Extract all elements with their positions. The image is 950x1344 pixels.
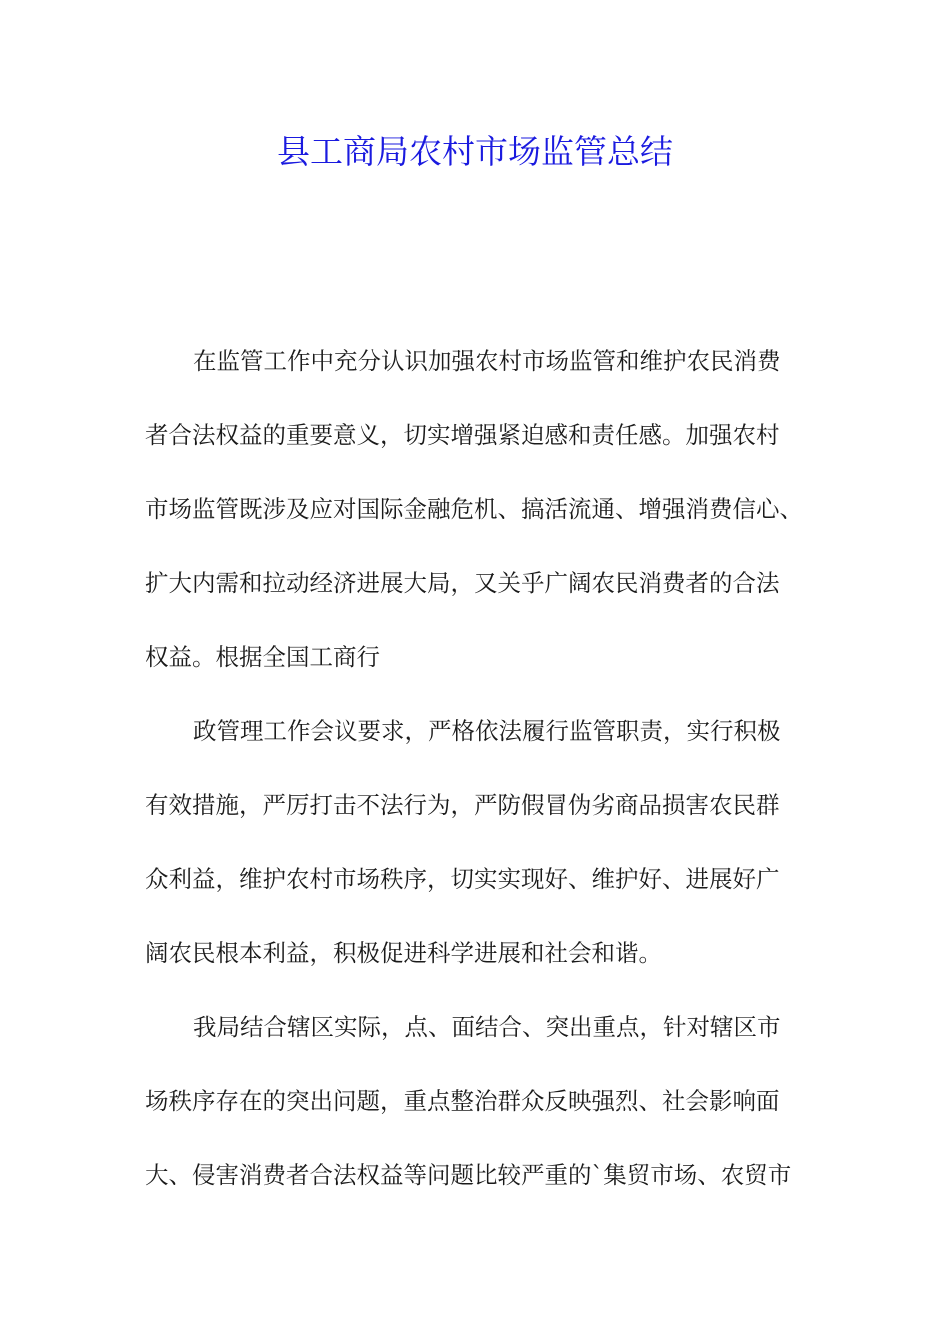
paragraph-1-line-4: 扩大内需和拉动经济进展大局，又关乎广阔农民消费者的合法 bbox=[145, 569, 780, 597]
paragraph-3-line-1: 我局结合辖区实际，点、面结合、突出重点，针对辖区市 bbox=[193, 1013, 781, 1041]
paragraph-2-line-3: 众利益，维护农村市场秩序，切实实现好、维护好、进展好广 bbox=[145, 865, 780, 893]
paragraph-1-line-1: 在监管工作中充分认识加强农村市场监管和维护农民消费 bbox=[193, 347, 781, 375]
paragraph-2-line-4: 阔农民根本利益，积极促进科学进展和社会和谐。 bbox=[145, 939, 662, 967]
paragraph-1-line-5: 权益。根据全国工商行 bbox=[145, 643, 380, 671]
paragraph-3-line-3: 大、侵害消费者合法权益等问题比较严重的`集贸市场、农贸市 bbox=[145, 1161, 792, 1189]
paragraph-2-line-2: 有效措施，严厉打击不法行为，严防假冒伪劣商品损害农民群 bbox=[145, 791, 780, 819]
paragraph-2-line-1: 政管理工作会议要求，严格依法履行监管职责，实行积极 bbox=[193, 717, 781, 745]
paragraph-3-line-2: 场秩序存在的突出问题，重点整治群众反映强烈、社会影响面 bbox=[145, 1087, 780, 1115]
document-title: 县工商局农村市场监管总结 bbox=[277, 132, 673, 171]
paragraph-1-line-2: 者合法权益的重要意义，切实增强紧迫感和责任感。加强农村 bbox=[145, 421, 780, 449]
document-body bbox=[145, 336, 810, 1224]
paragraph-1-line-3: 市场监管既涉及应对国际金融危机、搞活流通、增强消费信心、 bbox=[145, 495, 803, 523]
